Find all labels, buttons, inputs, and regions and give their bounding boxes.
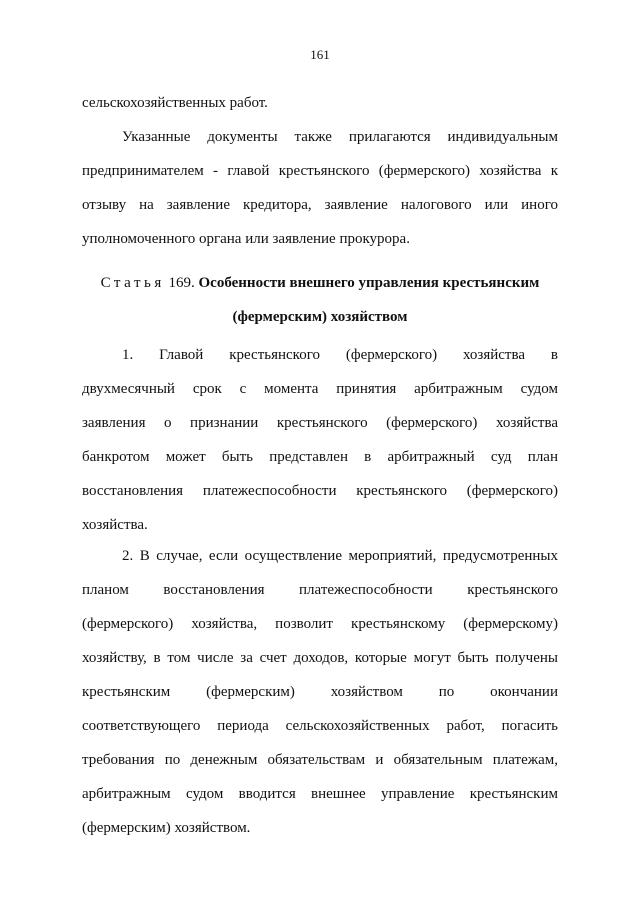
text-line: восстановления платежеспособности крестьянского (фермерского) bbox=[82, 483, 558, 499]
text-line: банкротом может быть представлен в арбитражный суд план bbox=[82, 449, 558, 465]
article-title-continued: (фермерским) хозяйством bbox=[232, 309, 408, 325]
text-line: (фермерского) хозяйства, позволит крестьянскому (фермерскому) bbox=[82, 616, 558, 632]
article-title: Особенности внешнего управления крестьянским bbox=[198, 275, 540, 291]
text-line: соответствующего периода сельскохозяйственных работ, погасить bbox=[82, 718, 558, 734]
text-line: 2. В случае, если осуществление мероприятий, предусмотренных bbox=[122, 548, 558, 564]
text-line: требования по денежным обязательствам и обязательным платежам, bbox=[82, 752, 558, 768]
text-line: сельскохозяйственных работ. bbox=[82, 95, 268, 111]
text-line: двухмесячный срок с момента принятия арбитражным судом bbox=[82, 381, 558, 397]
text-line: хозяйству, в том числе за счет доходов, которые могут быть получены bbox=[82, 650, 558, 666]
text-line: крестьянским (фермерским) хозяйством по окончании bbox=[82, 684, 558, 700]
text-line: 1. Главой крестьянского (фермерского) хозяйства в bbox=[122, 347, 558, 363]
article-heading bbox=[0, 273, 640, 293]
article-word: Статья bbox=[100, 275, 165, 291]
text-line: Указанные документы также прилагаются индивидуальным bbox=[122, 129, 558, 145]
text-line: заявления о признании крестьянского (фермерского) хозяйства bbox=[82, 415, 558, 431]
article-number: 169. bbox=[168, 275, 195, 291]
text-line: (фермерским) хозяйством. bbox=[82, 820, 251, 836]
text-line: арбитражным судом вводится внешнее управление крестьянским bbox=[82, 786, 558, 802]
text-line: уполномоченного органа или заявление прокурора. bbox=[82, 231, 410, 247]
text-line: хозяйства. bbox=[82, 517, 148, 533]
page-number: 161 bbox=[310, 47, 330, 62]
text-line: планом восстановления платежеспособности крестьянского bbox=[82, 582, 558, 598]
text-line: предпринимателем - главой крестьянского (фермерского) хозяйства к bbox=[82, 163, 558, 179]
text-line: отзыву на заявление кредитора, заявление налогового или иного bbox=[82, 197, 558, 213]
